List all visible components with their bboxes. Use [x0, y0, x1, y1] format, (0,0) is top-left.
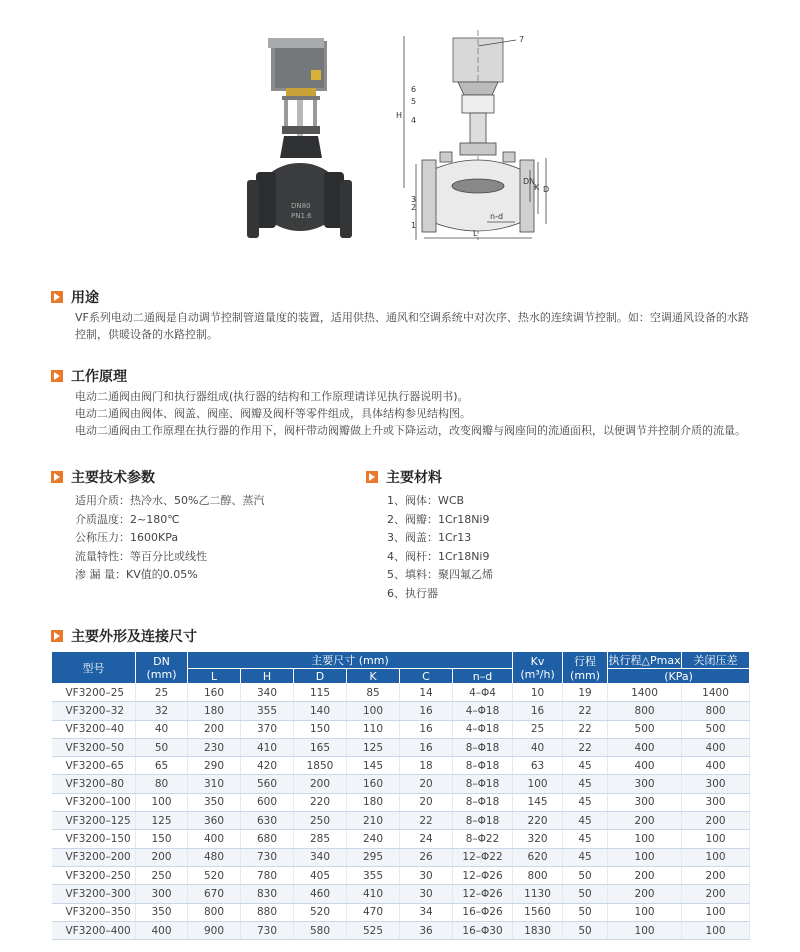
table-cell: 45: [563, 812, 608, 830]
tech-item: 公称压力：1600KPa: [75, 531, 179, 544]
table-cell: 220: [294, 793, 347, 811]
table-cell: 880: [241, 903, 294, 921]
table-cell: 230: [188, 738, 241, 756]
header-close-pressure: 关闭压差: [682, 652, 750, 669]
section-arrow-icon: [51, 471, 63, 483]
table-cell: 470: [347, 903, 400, 921]
material-item: 3、阀盖：1Cr13: [387, 531, 472, 544]
table-cell: 200: [136, 848, 188, 866]
table-cell: 355: [347, 866, 400, 884]
table-cell: 800: [188, 903, 241, 921]
model-cell: VF3200–400: [52, 921, 136, 939]
table-cell: 34: [400, 903, 453, 921]
table-cell: 100: [608, 830, 682, 848]
header-kv-unit: (m³/h): [520, 667, 555, 681]
table-cell: 145: [513, 793, 563, 811]
table-row: [52, 830, 750, 848]
model-cell: VF3200–350: [52, 903, 136, 921]
table-row: [52, 903, 750, 921]
table-cell: 110: [347, 720, 400, 738]
table-cell: 16: [513, 702, 563, 720]
table-cell: 45: [563, 793, 608, 811]
table-cell: 680: [241, 830, 294, 848]
table-cell: 320: [513, 830, 563, 848]
dimensions-title: 主要外形及连接尺寸: [71, 629, 197, 645]
table-cell: 22: [563, 720, 608, 738]
tech-item: 介质温度：2~180℃: [75, 512, 180, 526]
usage-line: VF系列电动二通阀是自动调节控制管道量度的装置，适用供热、通风和空调系统中对次序、热水的连续调节控制。如：空调通风设备的水路: [75, 311, 749, 324]
table-cell: 405: [294, 866, 347, 884]
table-cell: 40: [513, 738, 563, 756]
table-cell: 100: [682, 848, 750, 866]
label-D: D: [543, 185, 550, 194]
table-cell: 63: [513, 757, 563, 775]
table-cell: 520: [188, 866, 241, 884]
table-cell: 100: [682, 830, 750, 848]
table-cell: 355: [241, 702, 294, 720]
table-cell: 250: [294, 812, 347, 830]
tech-item: 渗 漏 量：KV值的0.05%: [75, 568, 198, 581]
table-cell: 1400: [608, 684, 682, 702]
table-row: [52, 885, 750, 903]
model-cell: VF3200–25: [52, 684, 136, 702]
table-cell: 18: [400, 757, 453, 775]
table-cell: 50: [563, 921, 608, 939]
table-row: [52, 866, 750, 884]
table-cell: 560: [241, 775, 294, 793]
dimensions-heading: [51, 626, 197, 646]
header-D: D: [294, 669, 347, 684]
header-dn-unit: (mm): [146, 667, 177, 681]
table-row: [52, 702, 750, 720]
table-cell: 19: [563, 684, 608, 702]
table-cell: 1850: [294, 757, 347, 775]
table-row: [52, 812, 750, 830]
table-cell: 125: [136, 812, 188, 830]
principle-line: 电动二通阀由阀体、阀盖、阀座、阀瓣及阀杆等零件组成，具体结构参见结构图。: [75, 407, 471, 420]
table-cell: 20: [400, 775, 453, 793]
table-cell: 220: [513, 812, 563, 830]
table-cell: 240: [347, 830, 400, 848]
table-cell: 630: [241, 812, 294, 830]
table-cell: 45: [563, 848, 608, 866]
usage-line: 控制，供暖设备的水路控制。: [75, 328, 218, 341]
label-5: 5: [411, 97, 417, 106]
table-cell: 300: [682, 775, 750, 793]
table-cell: 100: [347, 702, 400, 720]
material-item: 4、阀杆：1Cr18Ni9: [387, 549, 490, 563]
table-cell: 780: [241, 866, 294, 884]
table-cell: 12–Φ26: [453, 885, 513, 903]
table-cell: 8–Φ18: [453, 757, 513, 775]
valve-figures: [0, 0, 800, 270]
table-cell: 300: [682, 793, 750, 811]
header-dn-label: DN: [153, 654, 170, 668]
table-cell: 180: [347, 793, 400, 811]
table-cell: 340: [241, 684, 294, 702]
table-cell: 16–Φ26: [453, 903, 513, 921]
table-cell: 45: [563, 757, 608, 775]
tech-title: 主要技术参数: [71, 470, 155, 486]
table-cell: 800: [608, 702, 682, 720]
tech-item: 适用介质：热冷水、50%乙二醇、蒸汽: [75, 494, 265, 507]
table-cell: 100: [682, 921, 750, 939]
table-cell: 4–Φ4: [453, 684, 513, 702]
section-arrow-icon: [51, 630, 63, 642]
label-7: 7: [519, 35, 525, 44]
label-H: H: [396, 111, 403, 120]
model-cell: VF3200–250: [52, 866, 136, 884]
table-cell: 150: [136, 830, 188, 848]
table-cell: 400: [682, 738, 750, 756]
table-cell: 40: [136, 720, 188, 738]
table-cell: 400: [682, 757, 750, 775]
table-cell: 16: [400, 702, 453, 720]
figure-area: [0, 0, 800, 270]
table-cell: 10: [513, 684, 563, 702]
model-cell: VF3200–300: [52, 885, 136, 903]
table-cell: 65: [136, 757, 188, 775]
label-n-d: n-d: [490, 212, 504, 221]
table-cell: 730: [241, 921, 294, 939]
model-cell: VF3200–32: [52, 702, 136, 720]
principle-line: 电动二通阀由阀门和执行器组成(执行器的结构和工作原理请详见执行器说明书)。: [75, 390, 469, 403]
table-cell: 160: [188, 684, 241, 702]
table-cell: 200: [682, 866, 750, 884]
table-cell: 400: [608, 738, 682, 756]
usage-text: [75, 309, 765, 343]
table-cell: 45: [563, 775, 608, 793]
table-cell: 100: [513, 775, 563, 793]
table-cell: 125: [347, 738, 400, 756]
table-cell: 8–Φ18: [453, 793, 513, 811]
table-cell: 200: [608, 866, 682, 884]
section-arrow-icon: [51, 291, 63, 303]
table-cell: 1400: [682, 684, 750, 702]
table-cell: 50: [136, 738, 188, 756]
table-cell: 370: [241, 720, 294, 738]
table-cell: 410: [347, 885, 400, 903]
table-row: [52, 720, 750, 738]
table-cell: 14: [400, 684, 453, 702]
table-cell: 620: [513, 848, 563, 866]
table-cell: 22: [400, 812, 453, 830]
model-cell: VF3200–125: [52, 812, 136, 830]
table-cell: 100: [136, 793, 188, 811]
label-2: 2: [411, 203, 417, 212]
structure-drawing: [404, 30, 546, 240]
materials-heading: [366, 467, 442, 487]
principle-line: 电动二通阀由工作原理在执行器的作用下，阀杆带动阀瓣做上升或下降运动，改变阀瓣与阀座间的流通面积，以便调节并控制介质的流量。: [75, 424, 746, 437]
table-cell: 210: [347, 812, 400, 830]
header-dn: [136, 652, 188, 684]
dimension-table: [51, 651, 750, 940]
table-cell: 160: [347, 775, 400, 793]
principle-title: 工作原理: [71, 369, 127, 385]
table-cell: 500: [608, 720, 682, 738]
header-n-d: n–d: [453, 669, 513, 684]
table-cell: 200: [682, 812, 750, 830]
table-cell: 1560: [513, 903, 563, 921]
photo-mark-dn: DN80: [291, 202, 311, 210]
table-cell: 500: [682, 720, 750, 738]
table-cell: 140: [294, 702, 347, 720]
table-cell: 100: [608, 921, 682, 939]
material-item: 2、阀瓣：1Cr18Ni9: [387, 512, 490, 526]
table-row: [52, 738, 750, 756]
table-cell: 8–Φ22: [453, 830, 513, 848]
table-cell: 350: [188, 793, 241, 811]
model-cell: VF3200–50: [52, 738, 136, 756]
table-cell: 200: [608, 812, 682, 830]
table-cell: 200: [682, 885, 750, 903]
header-stroke-label: 行程: [574, 655, 597, 668]
header-kv-label: Kv: [530, 654, 545, 668]
table-cell: 165: [294, 738, 347, 756]
usage-title: 用途: [71, 290, 99, 306]
table-cell: 580: [294, 921, 347, 939]
table-cell: 400: [136, 921, 188, 939]
header-model: 型号: [52, 652, 136, 684]
table-cell: 350: [136, 903, 188, 921]
table-cell: 480: [188, 848, 241, 866]
tech-list: [75, 492, 355, 585]
table-cell: 85: [347, 684, 400, 702]
table-cell: 22: [563, 702, 608, 720]
table-cell: 22: [563, 738, 608, 756]
label-L: L: [473, 229, 478, 238]
table-cell: 290: [188, 757, 241, 775]
materials-title: 主要材料: [386, 470, 442, 486]
table-cell: 460: [294, 885, 347, 903]
table-cell: 36: [400, 921, 453, 939]
table-cell: 45: [563, 830, 608, 848]
table-cell: 8–Φ18: [453, 812, 513, 830]
table-cell: 150: [294, 720, 347, 738]
table-cell: 670: [188, 885, 241, 903]
header-stroke: [563, 652, 608, 684]
table-cell: 300: [608, 775, 682, 793]
header-K: K: [347, 669, 400, 684]
table-cell: 420: [241, 757, 294, 775]
table-row: [52, 775, 750, 793]
label-1: 1: [411, 221, 417, 230]
table-cell: 830: [241, 885, 294, 903]
table-cell: 800: [682, 702, 750, 720]
label-3: 3: [411, 195, 417, 204]
table-cell: 25: [136, 684, 188, 702]
table-cell: 20: [400, 793, 453, 811]
table-cell: 4–Φ18: [453, 720, 513, 738]
table-row: [52, 921, 750, 939]
dimension-table-body: [52, 684, 750, 940]
material-item: 1、阀体：WCB: [387, 494, 465, 507]
table-row: [52, 848, 750, 866]
label-6: 6: [411, 85, 417, 94]
table-row: [52, 684, 750, 702]
materials-list: [387, 492, 647, 603]
table-cell: 800: [513, 866, 563, 884]
table-cell: 115: [294, 684, 347, 702]
table-cell: 100: [682, 903, 750, 921]
principle-text: [75, 388, 775, 439]
tech-item: 流量特性：等百分比或线性: [75, 549, 207, 563]
header-L: L: [188, 669, 241, 684]
section-arrow-icon: [51, 370, 63, 382]
table-cell: 730: [241, 848, 294, 866]
table-cell: 1130: [513, 885, 563, 903]
header-kv: [513, 652, 563, 684]
material-item: 5、填料：聚四氟乙烯: [387, 568, 493, 581]
table-cell: 80: [136, 775, 188, 793]
usage-heading: [51, 287, 99, 307]
tech-heading: [51, 467, 155, 487]
table-cell: 100: [608, 848, 682, 866]
table-cell: 50: [563, 903, 608, 921]
table-cell: 900: [188, 921, 241, 939]
table-row: [52, 793, 750, 811]
table-cell: 50: [563, 866, 608, 884]
header-kpa: (KPa): [608, 669, 750, 684]
photo-mark-pn: PN1.6: [291, 212, 312, 220]
principle-heading: [51, 366, 127, 386]
table-cell: 24: [400, 830, 453, 848]
table-cell: 26: [400, 848, 453, 866]
model-cell: VF3200–100: [52, 793, 136, 811]
header-H: H: [241, 669, 294, 684]
table-cell: 100: [608, 903, 682, 921]
label-K: K: [534, 183, 540, 192]
table-cell: 360: [188, 812, 241, 830]
material-item: 6、执行器: [387, 586, 438, 600]
table-cell: 12–Φ22: [453, 848, 513, 866]
model-cell: VF3200–150: [52, 830, 136, 848]
table-cell: 30: [400, 885, 453, 903]
table-cell: 32: [136, 702, 188, 720]
table-cell: 200: [294, 775, 347, 793]
table-cell: 250: [136, 866, 188, 884]
table-cell: 200: [608, 885, 682, 903]
table-cell: 50: [563, 885, 608, 903]
table-cell: 1830: [513, 921, 563, 939]
label-4: 4: [411, 116, 417, 125]
table-cell: 340: [294, 848, 347, 866]
table-row: [52, 757, 750, 775]
model-cell: VF3200–65: [52, 757, 136, 775]
table-cell: 300: [136, 885, 188, 903]
table-cell: 400: [608, 757, 682, 775]
header-main-dimensions: 主要尺寸 (mm): [188, 652, 513, 669]
table-cell: 180: [188, 702, 241, 720]
table-cell: 145: [347, 757, 400, 775]
table-cell: 525: [347, 921, 400, 939]
table-cell: 8–Φ18: [453, 775, 513, 793]
header-stroke-unit: (mm): [570, 669, 601, 682]
table-cell: 200: [188, 720, 241, 738]
table-cell: 30: [400, 866, 453, 884]
model-cell: VF3200–200: [52, 848, 136, 866]
table-cell: 410: [241, 738, 294, 756]
table-cell: 25: [513, 720, 563, 738]
table-cell: 285: [294, 830, 347, 848]
model-cell: VF3200–40: [52, 720, 136, 738]
table-cell: 520: [294, 903, 347, 921]
section-arrow-icon: [366, 471, 378, 483]
table-cell: 8–Φ18: [453, 738, 513, 756]
header-C: C: [400, 669, 453, 684]
valve-photo: [247, 38, 352, 238]
table-cell: 295: [347, 848, 400, 866]
table-cell: 400: [188, 830, 241, 848]
model-cell: VF3200–80: [52, 775, 136, 793]
table-cell: 310: [188, 775, 241, 793]
table-cell: 12–Φ26: [453, 866, 513, 884]
label-DN: DN: [523, 177, 536, 186]
header-pmax: 执行程△Pmax: [608, 652, 682, 669]
table-cell: 600: [241, 793, 294, 811]
table-cell: 16–Φ30: [453, 921, 513, 939]
table-cell: 4–Φ18: [453, 702, 513, 720]
table-cell: 16: [400, 738, 453, 756]
table-cell: 300: [608, 793, 682, 811]
table-cell: 16: [400, 720, 453, 738]
